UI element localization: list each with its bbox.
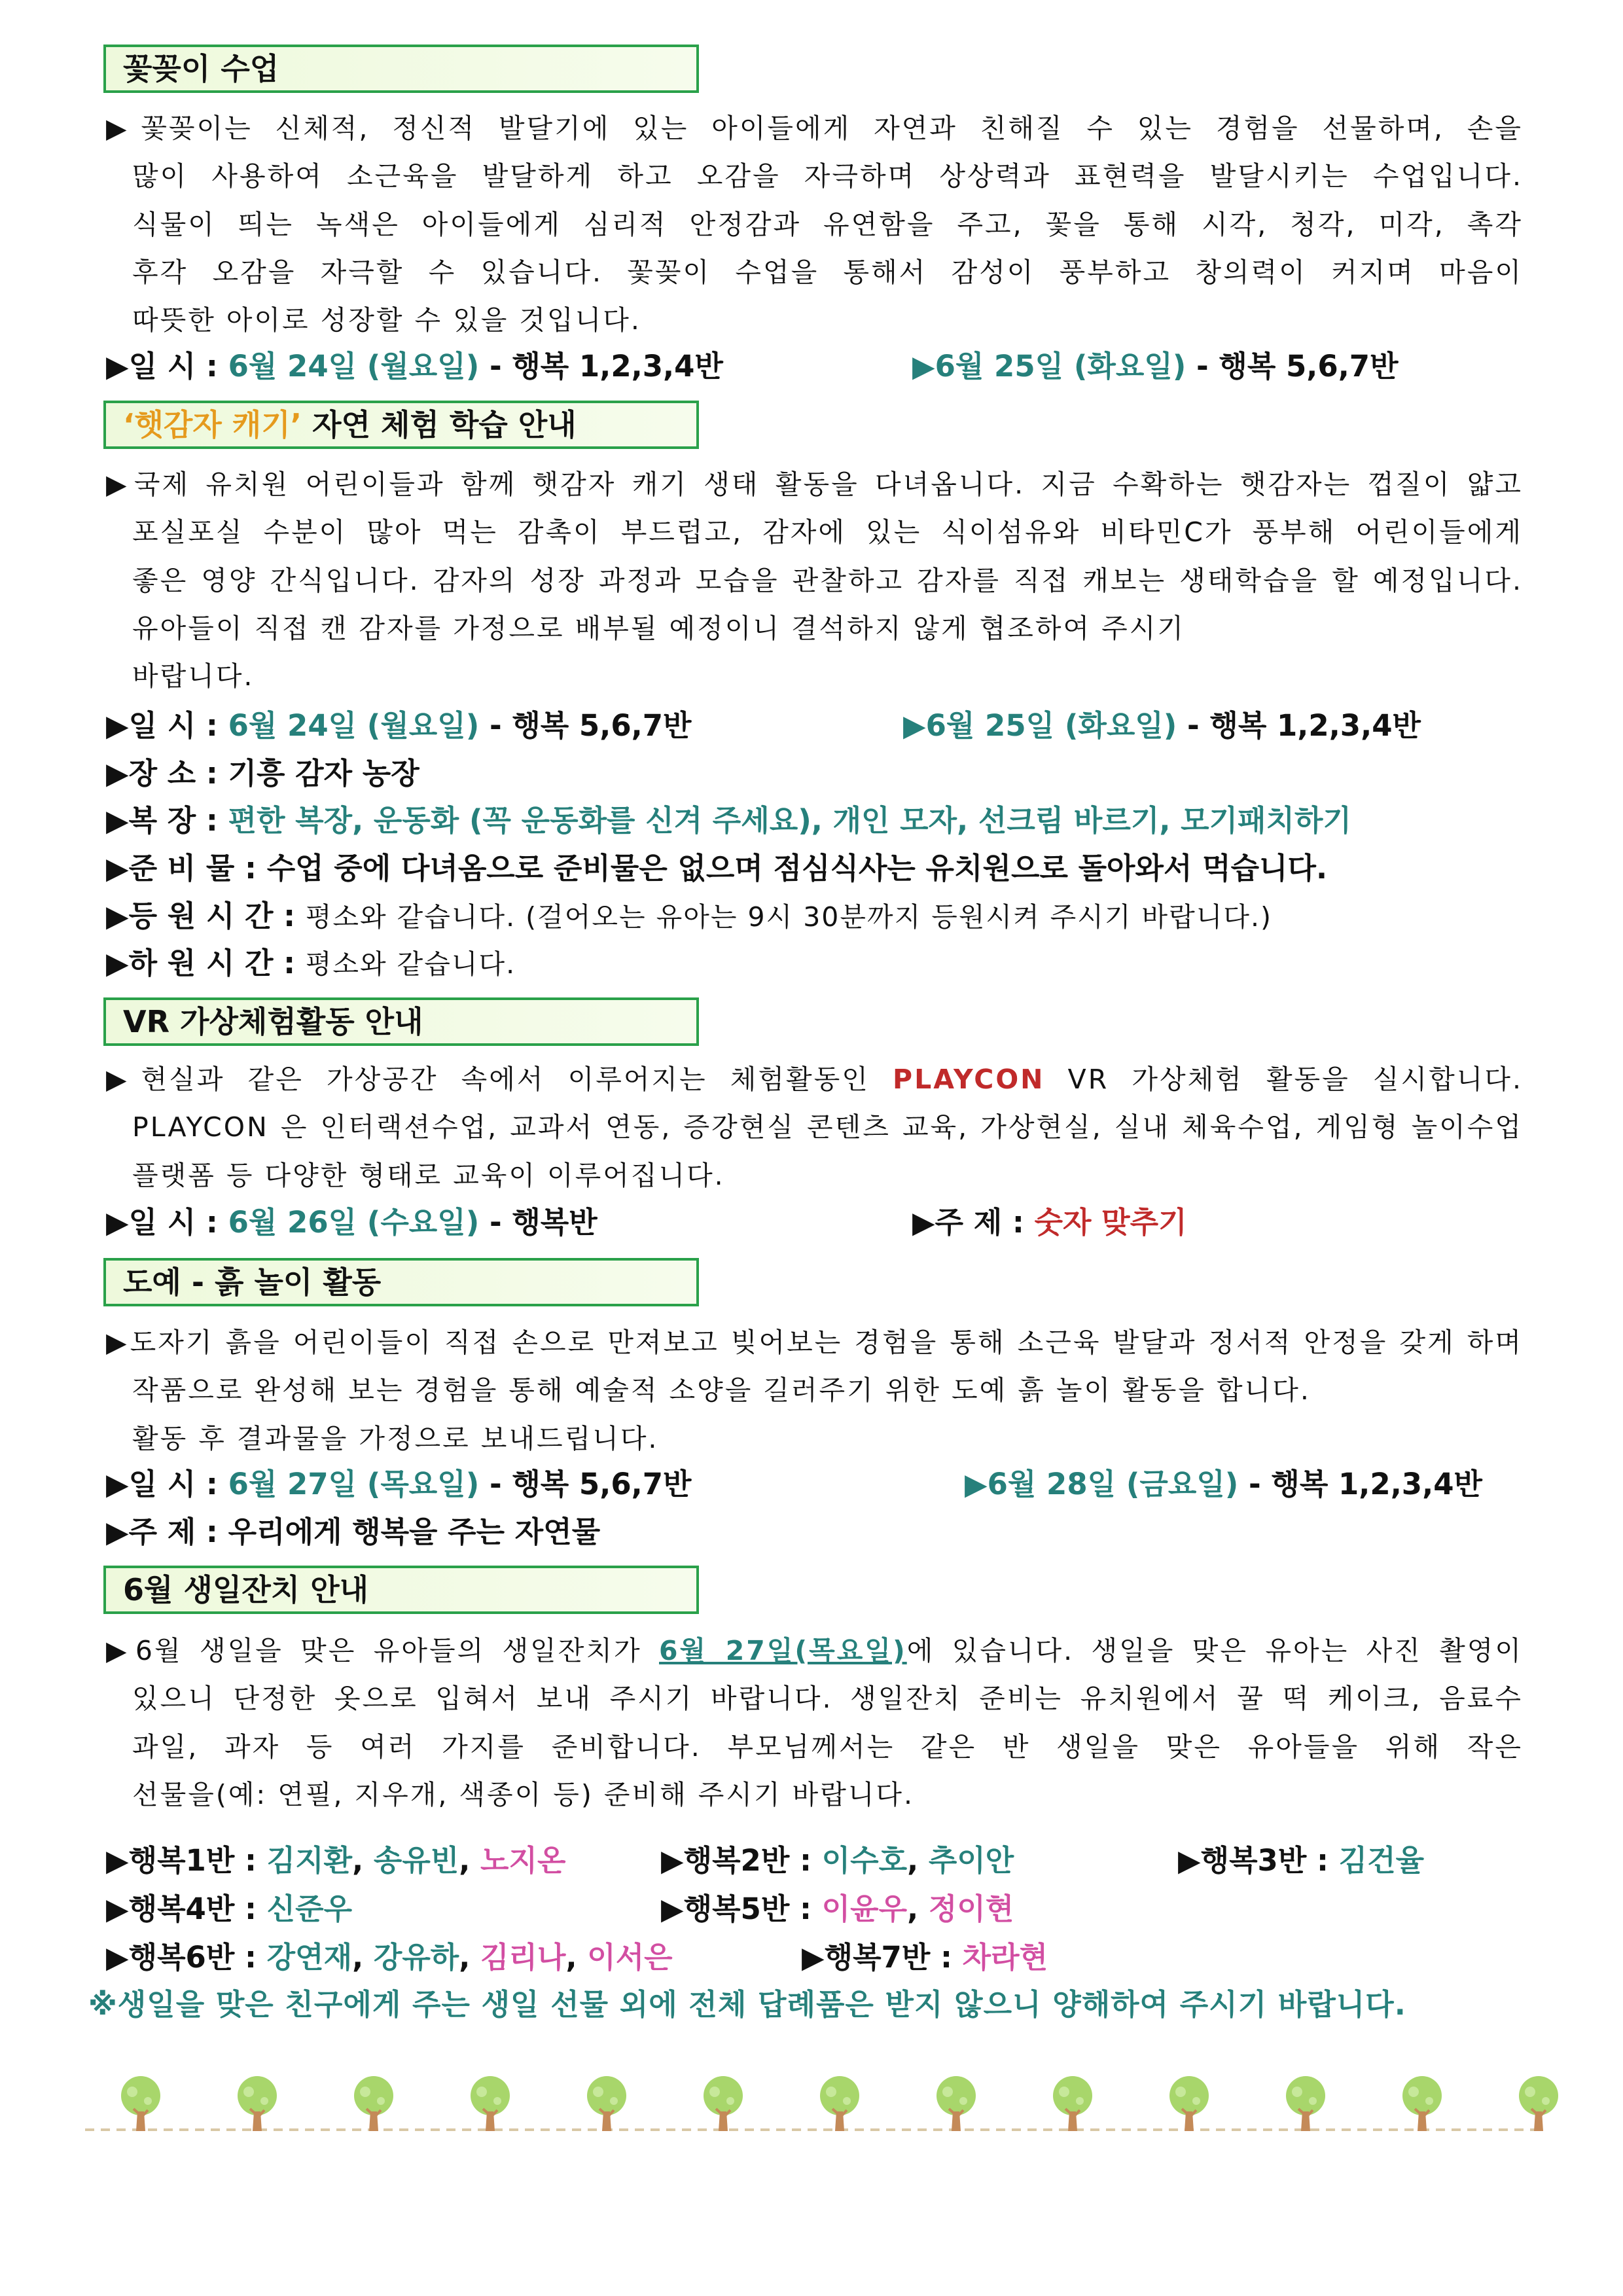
para-line: 선물을(예: 연필, 지우개, 색종이 등) 준비해 주시기 바랍니다. [132,1778,915,1810]
para-line: ▶꽃꽂이는 신체적, 정신적 발달기에 있는 아이들에게 자연과 친해질 수 있는 경험을 선물하며, 손을 [106,113,1523,144]
vr-topic-line [912,1203,1187,1242]
child-name: 정이현 [928,1892,1014,1926]
supplies-value: 수업 중에 다녀옴으로 준비물은 없으며 점심식사는 유치원으로 돌아와서 먹습니다. [266,851,1328,886]
birthday-class7 [802,1938,1048,1977]
schedule-label: ▶일 시 : [106,1205,218,1240]
class-label: ▶행복4반 : [106,1892,257,1926]
tree-icon [694,2072,753,2138]
tree-icon [344,2072,403,2138]
schedule-date: 6월 26일 (수요일) [228,1205,480,1240]
section-title-quote: ‘햇감자 캐기’ [123,407,302,442]
topic-value: 숫자 맞추기 [1034,1205,1187,1240]
potato-place-line [106,754,419,793]
birthday-date: 6월 27일(목요일) [659,1635,907,1666]
child-name: 김리나 [480,1940,566,1975]
schedule-classes: - 행복반 [489,1205,597,1240]
supplies-label: ▶준 비 물 : [106,851,257,886]
class-label: ▶행복2반 : [661,1843,812,1878]
departure-label: ▶하 원 시 간 : [106,946,296,980]
class-label: ▶행복7반 : [802,1940,952,1975]
section-title-flower [103,45,699,93]
para-text: ▶현실과 같은 가상공간 속에서 이루어지는 체험활동인 [106,1064,893,1095]
para-text: VR 가상체험 활동을 실시합니다. [1044,1064,1523,1095]
child-name: 강연재 [266,1940,353,1975]
tree-icon [1393,2072,1452,2138]
pottery-schedule-line [106,1465,692,1504]
schedule-date: 6월 27일 (목요일) [228,1467,480,1501]
section-title-vr [103,997,699,1046]
para-line: 과일, 과자 등 여러 가지를 준비합니다. 부모님께서는 같은 반 생일을 맞은 유아들을 위해 작은 [132,1731,1523,1763]
potato-clothing-line [106,801,1351,840]
flower-paragraph [106,105,1523,344]
pottery-paragraph [106,1319,1523,1463]
para-line: 있으니 단정한 옷으로 입혀서 보내 주시기 바랍니다. 생일잔치 준비는 유치원에서 꿀 떡 케이크, 음료수 [132,1683,1523,1715]
tree-icon [1276,2072,1335,2138]
tree-icon [810,2072,869,2138]
child-name: 신준우 [266,1892,353,1926]
clothing-value: 편한 복장, 운동화 (꼭 운동화를 신겨 주세요), 개인 모자, 선크림 바르기, 모기패치하기 [228,803,1351,838]
tree-icon [927,2072,986,2138]
birthday-note: ※생일을 맞은 친구에게 주는 생일 선물 외에 전체 답례품은 받지 않으니 양해하여 주시기 바랍니다. [88,1987,1406,2022]
para-line: 따뜻한 아이로 성장할 수 있을 것입니다. [132,304,641,336]
section-title-pottery [103,1258,699,1306]
potato-supplies-line [106,849,1327,888]
tree-icon [1509,2072,1568,2138]
child-name: 김건율 [1338,1843,1425,1878]
child-name: 이윤우 [821,1892,908,1926]
potato-schedule-line [106,706,692,745]
birthday-class6: ▶행복6반 : 강연재, 강유하, 김리나, 이서은 [106,1940,673,1975]
schedule-label: ▶일 시 : [106,708,218,743]
tree-border-decoration [85,2072,1544,2138]
tree-icon [577,2072,636,2138]
schedule-date: ▶6월 25일 (화요일) [912,349,1186,384]
child-name: 이수호 [821,1843,908,1878]
vr-schedule-line [106,1203,597,1242]
para-line: 활동 후 결과물을 가정으로 보내드립니다. [132,1422,659,1454]
birthday-class4 [106,1890,352,1929]
child-name: 추이안 [928,1843,1014,1878]
birthday-class5: ▶행복5반 : 이윤우, 정이현 [661,1892,1014,1926]
schedule-classes: - 행복 5,6,7반 [1196,349,1399,384]
birthday-class1: ▶행복1반 : 김지환, 송유빈, 노지온 [106,1843,566,1878]
potato-schedule-line-2 [903,706,1421,745]
topic-label: ▶주 제 : [912,1205,1024,1240]
schedule-classes: - 행복 1,2,3,4반 [489,349,723,384]
schedule-date: ▶6월 28일 (금요일) [965,1467,1239,1501]
para-text: 에 있습니다. 생일을 맞은 유아는 사진 촬영이 [906,1635,1523,1666]
arrival-label: ▶등 원 시 간 : [106,899,296,933]
section-title-text: 도예 - 흙 놀이 활동 [123,1265,382,1300]
tree-icon [1160,2072,1219,2138]
schedule-label: ▶일 시 : [106,1467,218,1501]
birthday-paragraph [106,1627,1523,1819]
class-label: ▶행복1반 : [106,1843,257,1878]
section-title-potato [103,401,699,449]
tree-icon [1043,2072,1102,2138]
para-line: 식물이 띄는 녹색은 아이들에게 심리적 안정감과 유연함을 주고, 꽃을 통해 시각, 청각, 미각, 촉각 [132,208,1523,240]
vr-paragraph [106,1056,1523,1200]
section-title-text: VR 가상체험활동 안내 [123,1004,423,1039]
para-line: 바랍니다. [132,660,255,692]
child-name: 이서은 [587,1940,673,1975]
class-label: ▶행복3반 : [1178,1843,1329,1878]
schedule-date: 6월 24일 (월요일) [228,708,480,743]
birthday-class2: ▶행복2반 : 이수호, 추이안 [661,1843,1014,1878]
child-name: 송유빈 [373,1843,459,1878]
para-line: PLAYCON 은 인터랙션수업, 교과서 연동, 증강현실 콘텐츠 교육, 가상현실, 실내 체육수업, 게임형 놀이수업 [132,1111,1523,1143]
schedule-date: ▶6월 25일 (화요일) [903,708,1177,743]
section-title-text: 꽃꽂이 수업 [123,51,279,86]
class-label: ▶행복6반 : [106,1940,257,1975]
birthday-class3 [1178,1841,1424,1880]
place-label: ▶장 소 : [106,756,218,791]
child-name: 노지온 [480,1843,566,1878]
pottery-topic-line [106,1513,600,1552]
class-label: ▶행복5반 : [661,1892,812,1926]
para-line: 유아들이 직접 캔 감자를 가정으로 배부될 예정이니 결석하지 않게 협조하여 주시기 [132,612,1185,644]
potato-paragraph [106,461,1523,700]
schedule-classes: - 행복 1,2,3,4반 [1187,708,1421,743]
place-value: 기흥 감자 농장 [228,756,419,791]
schedule-classes: - 행복 5,6,7반 [489,708,692,743]
para-line: 많이 사용하여 소근육을 발달하게 하고 오감을 자극하며 상상력과 표현력을 발달시키는 수업입니다. [132,160,1523,192]
child-name: 강유하 [373,1940,459,1975]
potato-departure-line [106,944,516,984]
para-line: 좋은 영양 간식입니다. 감자의 성장 과정과 모습을 관찰하고 감자를 직접 캐보는 생태학습을 할 예정입니다. [132,564,1523,596]
child-name: 김지환 [266,1843,353,1878]
para-line: 플랫폼 등 다양한 형태로 교육이 이루어집니다. [132,1159,725,1191]
schedule-label: ▶일 시 : [106,349,218,384]
clothing-label: ▶복 장 : [106,803,218,838]
section-title-text: 자연 체험 학습 안내 [312,407,577,442]
tree-icon [461,2072,520,2138]
para-line [106,1056,1523,1103]
para-line: 포실포실 수분이 많아 먹는 감촉이 부드럽고, 감자에 있는 식이섬유와 비타민C가 풍부해 어린이들에게 [132,516,1523,548]
para-text: ▶6월 생일을 맞은 유아들의 생일잔치가 [106,1635,659,1666]
flower-schedule-line-2 [912,347,1399,386]
pottery-schedule-line-2 [965,1465,1482,1504]
child-name: 차라현 [962,1940,1048,1975]
departure-value: 평소와 같습니다. [305,948,516,980]
section-title-text: 6월 생일잔치 안내 [123,1572,369,1607]
arrival-value: 평소와 같습니다. (걸어오는 유아는 9시 30분까지 등원시켜 주시기 바랍니다.) [305,901,1272,933]
schedule-classes: - 행복 5,6,7반 [489,1467,692,1501]
schedule-date: 6월 24일 (월요일) [228,349,480,384]
section-title-birthday [103,1566,699,1614]
flower-schedule-line [106,347,723,386]
para-line: 작품으로 완성해 보는 경험을 통해 예술적 소양을 길러주기 위한 도예 흙 놀이 활동을 합니다. [132,1374,1311,1407]
topic-label: ▶주 제 : [106,1515,218,1549]
para-line [106,1627,1523,1675]
brand-name: PLAYCON [893,1064,1045,1095]
tree-icon [111,2072,170,2138]
schedule-classes: - 행복 1,2,3,4반 [1249,1467,1482,1501]
para-line: ▶국제 유치원 어린이들과 함께 햇감자 캐기 생태 활동을 다녀옵니다. 지금 수확하는 햇감자는 껍질이 얇고 [106,469,1523,500]
para-line: ▶도자기 흙을 어린이들이 직접 손으로 만져보고 빚어보는 경험을 통해 소근육 발달과 정서적 안정을 갖게 하며 [106,1327,1523,1358]
potato-arrival-line [106,897,1272,937]
topic-value: 우리에게 행복을 주는 자연물 [228,1515,601,1549]
tree-icon [228,2072,287,2138]
para-line: 후각 오감을 자극할 수 있습니다. 꽃꽂이 수업을 통해서 감성이 풍부하고 창의력이 커지며 마음이 [132,256,1523,288]
